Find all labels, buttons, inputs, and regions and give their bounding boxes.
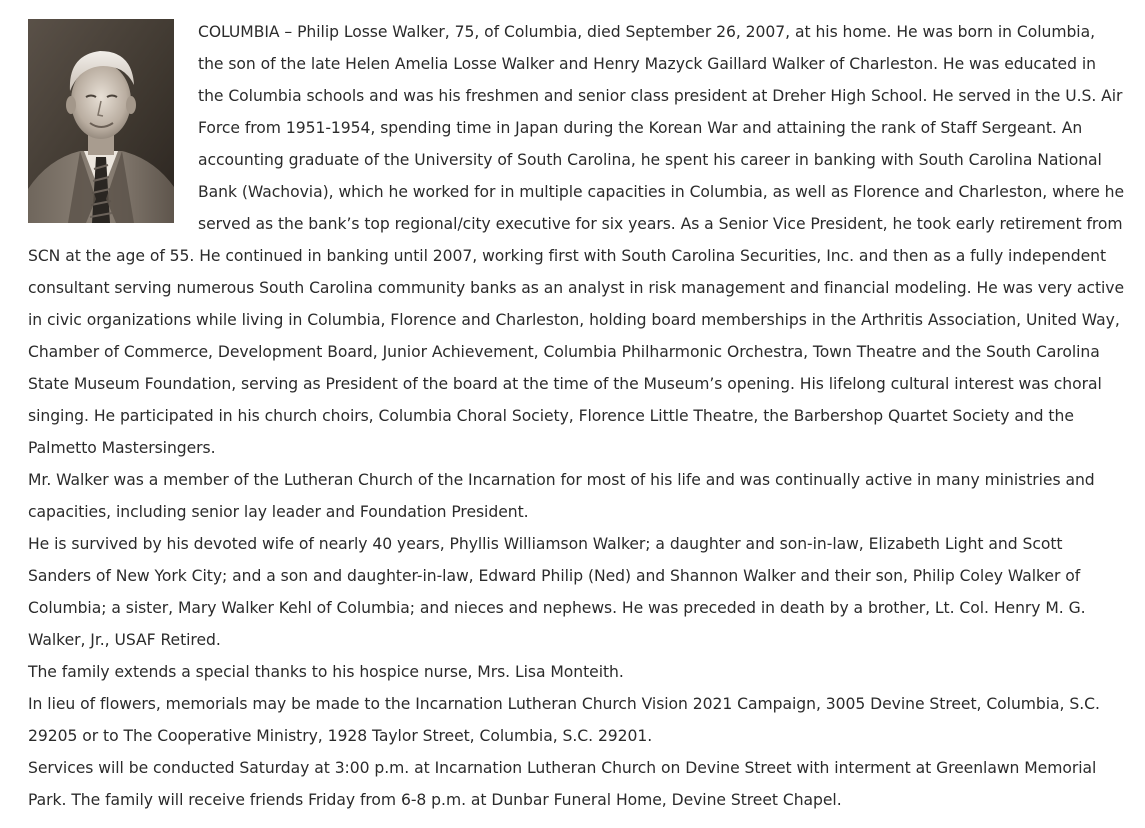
obituary-paragraph-survivors: He is survived by his devoted wife of nearly 40 years, Phyllis Williamson Walker; a daughter and son-in-law, Elizabeth Light and Scott Sanders of New York City; and a son and daughter-in-law, Edward Philip (Ned) and Shannon Walker and their son, Philip Coley Walker of Columbia; a sister, Mary Walker Kehl of Columbia; and nieces and nephews. He was preceded in death by a brother, Lt. Col. Henry M. G. Walker, Jr., USAF Retired. bbox=[28, 535, 1086, 649]
portrait-photo bbox=[28, 19, 174, 223]
obituary-paragraph-church: Mr. Walker was a member of the Lutheran Church of the Incarnation for most of his life and was continually active in many ministries and capacities, including senior lay leader and Foundation President. bbox=[28, 471, 1095, 521]
obituary-paragraph-services: Services will be conducted Saturday at 3:00 p.m. at Incarnation Lutheran Church on Devine Street with interment at Greenlawn Memorial Park. The family will receive friends Friday from 6-8 p.m. at Dunbar Funeral Home, Devine Street Chapel. bbox=[28, 759, 1097, 809]
obituary-paragraph-memorials: In lieu of flowers, memorials may be made to the Incarnation Lutheran Church Vision 2021 Campaign, 3005 Devine Street, Columbia, S.C. 29205 or to The Cooperative Ministry, 1928 Taylor Street, Columbia, S.C. 29201. bbox=[28, 695, 1100, 745]
obituary-paragraph-thanks: The family extends a special thanks to his hospice nurse, Mrs. Lisa Monteith. bbox=[28, 663, 624, 681]
obituary-paragraph-biography: COLUMBIA – Philip Losse Walker, 75, of Columbia, died September 26, 2007, at his home. He was born in Columbia, the son of the late Helen Amelia Losse Walker and Henry Mazyck Gaillard Walker of Charleston. He was educated in the Columbia schools and was his freshmen and senior class president at Dreher High School. He served in the U.S. Air Force from 1951-1954, spending time in Japan during the Korean War and attaining the rank of Staff Sergeant. An accounting graduate of the University of South Carolina, he spent his career in banking with South Carolina National Bank (Wachovia), which he worked for in multiple capacities in Columbia, as well as Florence and Charleston, where he served as the bank’s top regional/city executive for six years. As a Senior Vice President, he took early retirement from SCN at the age of 55. He continued in banking until 2007, working first with South Carolina Securities, Inc. and then as a fully independent consultant serving numerous South Carolina community banks as an analyst in risk management and financial modeling. He was very active in civic organizations while living in Columbia, Florence and Charleston, holding board memberships in the Arthritis Association, United Way, Chamber of Commerce, Development Board, Junior Achievement, Columbia Philharmonic Orchestra, Town Theatre and the South Carolina State Museum Foundation, serving as President of the board at the time of the Museum’s opening. His lifelong cultural interest was choral singing. He participated in his church choirs, Columbia Choral Society, Florence Little Theatre, the Barbershop Quartet Society and the Palmetto Mastersingers. bbox=[28, 23, 1125, 457]
